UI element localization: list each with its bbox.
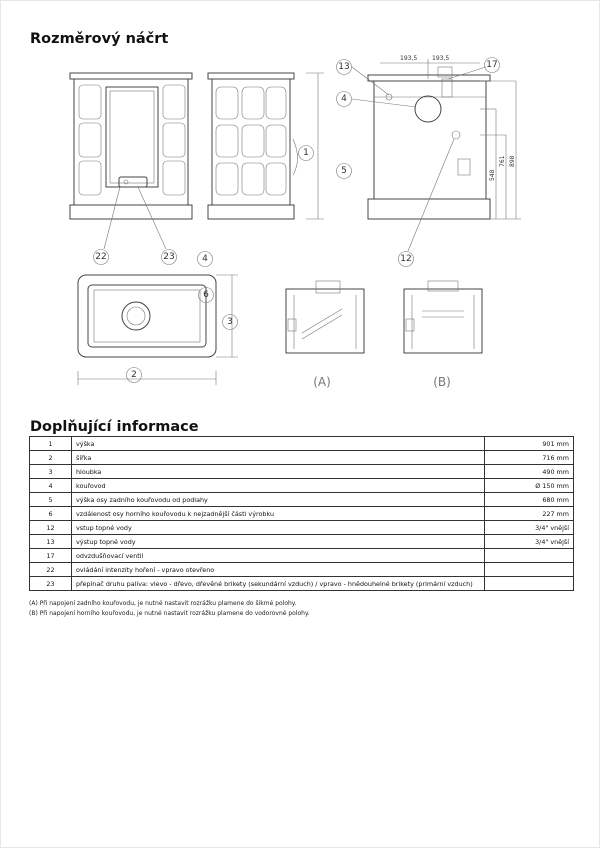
callout-1: [299, 146, 314, 161]
svg-text:23: 23: [163, 252, 175, 262]
cell-desc: přepínač druhu paliva: vlevo - dřevo, dřevěné brikety (sekundární vzduch) / vpravo - hnědouhelné brikety (primární vzduch): [72, 577, 485, 591]
back-view: [368, 59, 521, 219]
cell-val: [485, 563, 574, 577]
table-row: [30, 437, 574, 451]
table-row: [30, 451, 574, 465]
svg-text:3: 3: [227, 317, 233, 327]
view-label-b: (B): [433, 375, 451, 389]
cell-val: 716 mm: [485, 451, 574, 465]
cell-val: 680 mm: [485, 493, 574, 507]
svg-text:2: 2: [131, 370, 137, 380]
callout-4-top: [198, 252, 213, 267]
table-row: [30, 493, 574, 507]
note-a: (A) Při napojení zadního kouřovodu, je nutné nastavit rozrážku plamene do šikmé polohy.: [29, 600, 297, 607]
cell-num: 23: [30, 577, 72, 591]
cell-num: 17: [30, 549, 72, 563]
svg-text:4: 4: [202, 254, 208, 264]
cell-val: 227 mm: [485, 507, 574, 521]
cell-desc: šířka: [72, 451, 485, 465]
cell-desc: hloubka: [72, 465, 485, 479]
section-view-a: [286, 281, 364, 353]
cell-num: 13: [30, 535, 72, 549]
svg-text:4: 4: [341, 94, 347, 104]
cell-val: Ø 150 mm: [485, 479, 574, 493]
table-row: [30, 507, 574, 521]
section-view-b: [404, 281, 482, 353]
cell-num: 6: [30, 507, 72, 521]
svg-text:22: 22: [95, 252, 107, 262]
cell-desc: kouřovod: [72, 479, 485, 493]
table-row: [30, 479, 574, 493]
svg-text:6: 6: [203, 290, 209, 300]
table-row: [30, 563, 574, 577]
cell-desc: výška: [72, 437, 485, 451]
cell-num: 4: [30, 479, 72, 493]
cell-val: [485, 549, 574, 563]
cell-desc: výška osy zadního kouřovodu od podlahy: [72, 493, 485, 507]
cell-num: 2: [30, 451, 72, 465]
cell-num: 5: [30, 493, 72, 507]
cell-val: [485, 577, 574, 591]
cell-desc: odvzdušňovací ventil: [72, 549, 485, 563]
callout-22: [94, 250, 109, 265]
cell-num: 3: [30, 465, 72, 479]
front-view: [70, 73, 192, 219]
cell-val: 901 mm: [485, 437, 574, 451]
dim-193-right: 193,5: [432, 55, 450, 62]
svg-text:13: 13: [338, 62, 350, 72]
svg-text:12: 12: [400, 254, 412, 264]
dim-898: 898: [509, 155, 516, 167]
notes: [29, 599, 310, 619]
side-view: [208, 73, 324, 219]
dim-548: 548: [489, 169, 496, 181]
dim-761: 761: [499, 155, 506, 167]
cell-desc: výstup topné vody: [72, 535, 485, 549]
table-row: [30, 577, 574, 591]
table-row: [30, 549, 574, 563]
cell-val: 490 mm: [485, 465, 574, 479]
cell-num: 22: [30, 563, 72, 577]
callout-5: [337, 164, 352, 179]
svg-text:5: 5: [341, 166, 347, 176]
cell-val: 3/4" vnější: [485, 535, 574, 549]
cell-num: 12: [30, 521, 72, 535]
callout-17: [485, 58, 500, 73]
note-b: (B) Při napojení horního kouřovodu, je nutné nastavit rozrážku plamene do vodorovné polohy.: [29, 610, 310, 617]
section-heading-sketch: Rozměrový náčrt: [30, 31, 169, 47]
cell-num: 1: [30, 437, 72, 451]
table-row: [30, 521, 574, 535]
section-heading-info: Doplňující informace: [30, 419, 199, 435]
cell-desc: vzdálenost osy horního kouřovodu k nejzadnější části výrobku: [72, 507, 485, 521]
cell-desc: ovládání intenzity hoření - vpravo otevřeno: [72, 563, 485, 577]
dim-193-left: 193,5: [400, 55, 418, 62]
callout-4-back: [337, 92, 352, 107]
view-label-a: (A): [313, 375, 331, 389]
callout-12: [399, 252, 414, 267]
callout-13: [337, 60, 352, 75]
svg-text:17: 17: [486, 60, 498, 70]
callout-3: [223, 315, 238, 330]
callout-23: [162, 250, 177, 265]
svg-text:1: 1: [303, 148, 309, 158]
info-table: [29, 436, 574, 591]
cell-val: 3/4" vnější: [485, 521, 574, 535]
top-view: [78, 275, 238, 385]
callout-2: [127, 368, 142, 383]
cell-desc: vstup topné vody: [72, 521, 485, 535]
table-row: [30, 465, 574, 479]
dimension-drawing: [56, 49, 576, 399]
table-row: [30, 535, 574, 549]
